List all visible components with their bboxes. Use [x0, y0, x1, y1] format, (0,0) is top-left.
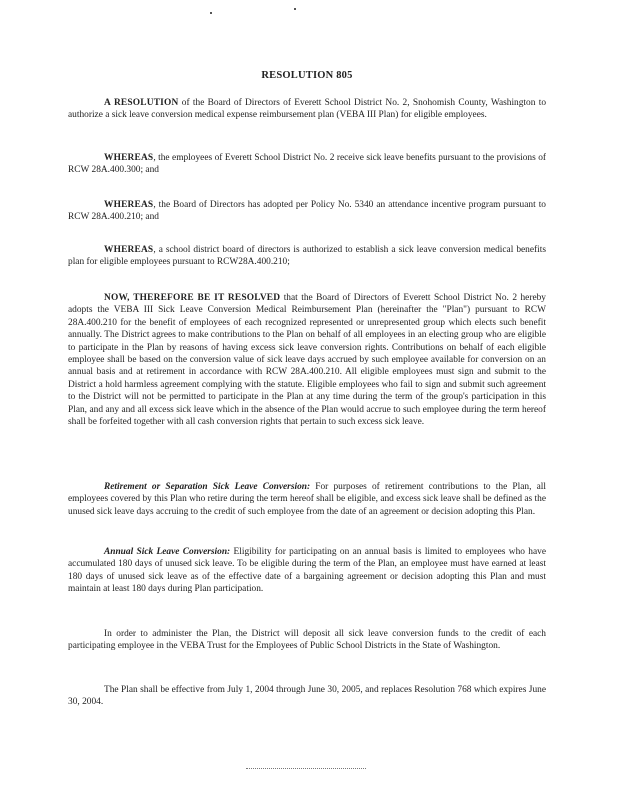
paragraph-lead: WHEREAS [104, 200, 154, 210]
paragraph-text: , a school district board of directors is authorized to establish a sick leave conversion medical benefits plan for eligible employees pursuant to RCW28A.400.210; [68, 245, 546, 268]
paragraph-effective-date [68, 684, 546, 709]
paragraph-preamble [68, 97, 546, 122]
document-page [68, 0, 546, 800]
resolution-title: RESOLUTION 805 [261, 70, 353, 81]
paragraph-text: The Plan shall be effective from July 1, 2004 through June 30, 2005, and replaces Resolution 768 which expires June 30, 2004. [68, 685, 546, 708]
scan-speck [294, 8, 296, 10]
paragraph-text: , the employees of Everett School District No. 2 receive sick leave benefits pursuant to the provisions of RCW 28A.400.300; and [68, 153, 546, 176]
paragraph-whereas-2 [68, 199, 546, 224]
paragraph-lead: WHEREAS [104, 153, 154, 163]
paragraph-text: In order to administer the Plan, the District will deposit all sick leave conversion funds to the credit of each participating employee in the VEBA Trust for the Employees of Public School Districts in the State of Washington. [68, 629, 546, 652]
paragraph-resolved [68, 292, 546, 428]
paragraph-retirement-conversion [68, 481, 546, 518]
paragraph-administration [68, 628, 546, 653]
paragraph-lead: NOW, THEREFORE BE IT RESOLVED [104, 293, 281, 303]
scan-speck [210, 12, 212, 14]
paragraph-lead: Annual Sick Leave Conversion: [104, 547, 231, 557]
paragraph-lead: WHEREAS [104, 245, 154, 255]
paragraph-lead: A RESOLUTION [104, 98, 179, 108]
paragraph-whereas-1 [68, 152, 546, 177]
paragraph-text: Eligibility for participating on an annual basis is limited to employees who have accumulated 180 days of unused sick leave. To be eligible during the term of the Plan, an employee must have earned at least 180 days of unused sick leave as of the effective date of a bargaining agreement or decision adopting this Plan and must maintain at least 180 days during Plan participation. [68, 547, 546, 595]
paragraph-text: For purposes of retirement contributions to the Plan, all employees covered by this Plan who retire during the term hereof shall be eligible, and excess sick leave shall be defined as the unused sick leave days accruing to the credit of such employee from the date of an agreement or decision adopting this Plan. [68, 482, 546, 517]
footer-rule [246, 768, 366, 769]
paragraph-lead: Retirement or Separation Sick Leave Conversion: [104, 482, 311, 492]
paragraph-text: that the Board of Directors of Everett School District No. 2 hereby adopts the VEBA III Sick Leave Conversion Medical Reimbursement Plan (hereinafter the "Plan") pursuant to RCW 28A.400.210 for the benefit of employees of each recognized represented or unrepresented group which elects such benefit annually. The District agrees to make contributions to the Plan on behalf of all employees in an electing group who are eligible to participate in the Plan by reasons of having excess sick leave conversion rights. Contributions on behalf of each eligible employee shall be based on the conversion value of sick leave days accrued by such employee available for conversion on an annual basis and at retirement in accordance with RCW 28A.400.210. All eligible employees must sign and submit to the District a hold harmless agreement complying with the statute. Eligible employees who fail to sign and submit such agreement to the District will not be permitted to participate in the Plan at any time during the term of the group's participation in this Plan, and any and all excess sick leave which in the absence of the Plan would accrue to such employee during the term hereof shall be forfeited together with all cash conversion rights that pertain to such excess sick leave. [68, 293, 546, 428]
paragraph-whereas-3 [68, 244, 546, 269]
paragraph-annual-conversion [68, 546, 546, 596]
paragraph-text: of the Board of Directors of Everett School District No. 2, Snohomish County, Washington to authorize a sick leave conversion medical expense reimbursement plan (VEBA III Plan) for eligible employees. [68, 98, 547, 121]
paragraph-text: , the Board of Directors has adopted per Policy No. 5340 an attendance incentive program pursuant to RCW 28A.400.210; and [68, 200, 546, 223]
